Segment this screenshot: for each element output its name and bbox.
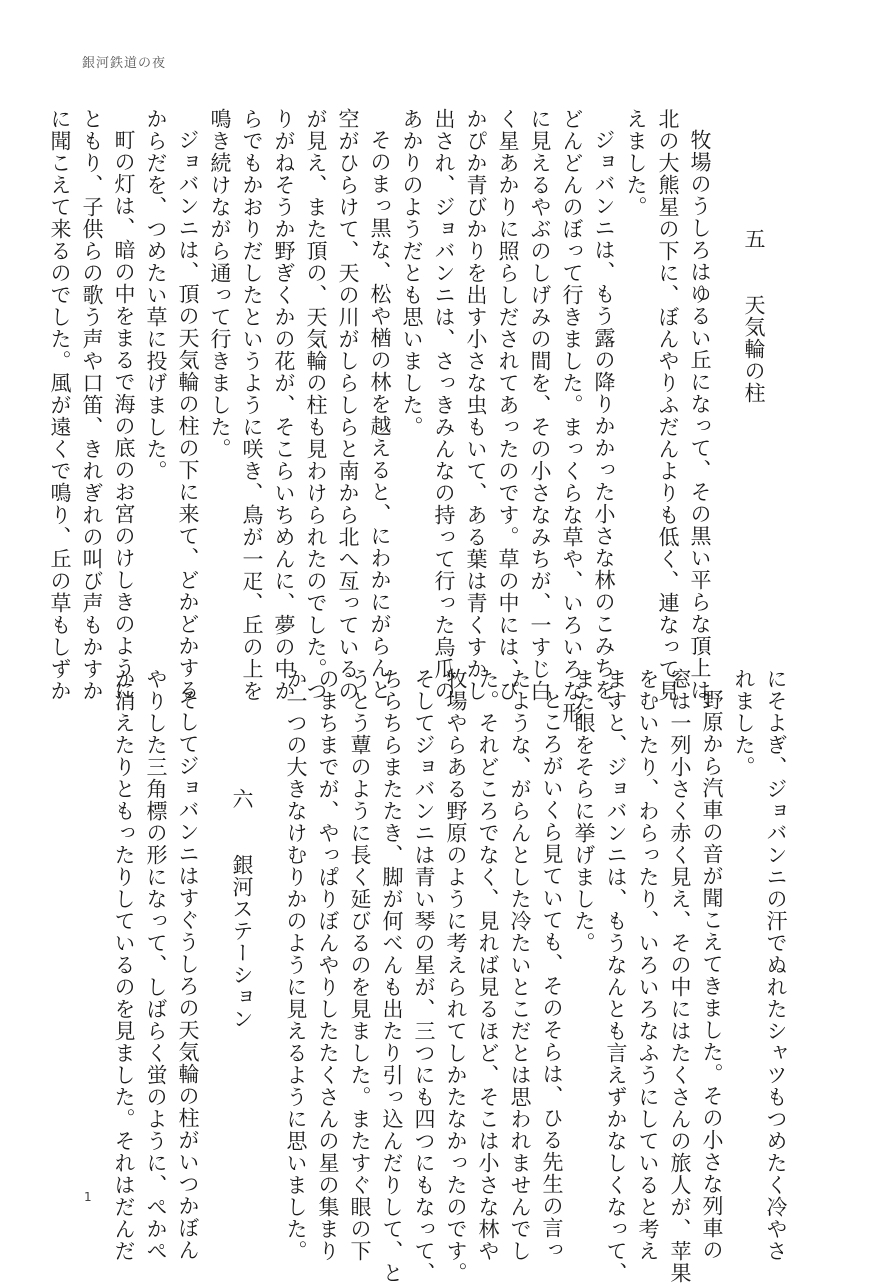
body-line: ところがいくら見ていても、そのそらは、ひる先生の言っ (540, 689, 564, 1261)
body-line: をむいたり、わらったり、いろいろなふうにしていると考え (636, 668, 660, 1262)
body-line: らでもかおりだしたというように咲き、鳥が一疋、丘の上を (240, 108, 264, 702)
body-line: そしてジョバンニはすぐうしろの天気輪の柱がいつかぼん (176, 689, 200, 1261)
running-header: 銀河鉄道の夜 (82, 56, 167, 71)
body-line: りがねそうか野ぎくかの花が、そこらいちめんに、夢の中か (272, 108, 296, 702)
body-line: た。それどころでなく、見れば見るほど、そこは小さな林や (476, 668, 500, 1262)
page-number: 1 (84, 1190, 92, 1204)
body-line: 空がひらけて、天の川がしらしらと南から北へ亙っているの (336, 108, 360, 702)
body-line: かぴか青びかりを出す小さな虫もいて、ある葉は青くすかし (464, 108, 488, 702)
body-line: に見えるやぶのしげみの間を、その小さなみちが、一すじ白 (528, 108, 552, 702)
body-line: 出され、ジョバンニは、さっきみんなの持って行った烏瓜の (432, 108, 456, 702)
body-line: どんどんのぼって行きました。まっくらな草や、いろいろな形 (560, 108, 584, 724)
body-line: が見え、また頂の、天気輪の柱も見わけられたのでした。つ (304, 108, 328, 702)
body-line: ちらちらまたたき、脚が何べんも出たり引っ込んだりして、と (380, 668, 404, 1284)
body-line: 野原から汽車の音が聞こえてきました。その小さな列車の (700, 689, 724, 1261)
body-line: 鳴き続けながら通って行きました。 (208, 108, 232, 460)
body-line: あかりのようだとも思いました。 (400, 108, 424, 438)
body-line: れました。 (732, 668, 756, 778)
chapter-title: 銀河ステーション (230, 854, 254, 1030)
body-line: うとう蕈のように長く延びるのを見ました。またすぐ眼の下 (348, 668, 372, 1262)
body-line: ともり、子供らの歌う声や口笛、きれぎれの叫び声もかすか (80, 108, 104, 702)
body-line: やりした三角標の形になって、しばらく蛍のように、ぺかぺ (144, 668, 168, 1262)
chapter-title: 天気輪の柱 (742, 294, 766, 404)
body-line: 窓は一列小さく赤く見え、その中にはたくさんの旅人が、苹果 (668, 668, 692, 1284)
body-line: えました。 (624, 108, 648, 218)
body-line: からだを、つめたい草に投げました。 (144, 108, 168, 482)
body-line: ジョバンニは、頂の天気輪の柱の下に来て、どかどかする (176, 129, 200, 701)
body-line: か消えたりともったりしているのを見ました。それはだんだ (112, 668, 136, 1262)
body-line: か一つの大きなけむりかのように見えるように思いました。 (284, 668, 308, 1262)
chapter-heading-five (738, 108, 770, 618)
body-line: 北の大熊星の下に、ぼんやりふだんよりも低く、連なって見 (656, 108, 680, 702)
body-line: に聞こえて来るのでした。風が遠くで鳴り、丘の草もしずか (48, 108, 72, 702)
body-line: そのまっ黒な、松や楢の林を越えると、にわかにがらんと (368, 129, 392, 701)
body-line: 牧場やらある野原のように考えられてしかたなかったのです。 (444, 668, 468, 1284)
body-line: そしてジョバンニは青い琴の星が、三つにも四つにもなって、 (412, 668, 436, 1284)
chapter-number: 六 (230, 788, 254, 810)
chapter-number: 五 (742, 228, 766, 250)
body-line: のまちまでが、やっぱりぼんやりしたたくさんの星の集まり (316, 668, 340, 1262)
body-line: 牧場のうしろはゆるい丘になって、その黒い平らな頂上は、 (688, 129, 712, 723)
body-line: たような、がらんとした冷たいとこだとは思われませんでし (508, 668, 532, 1262)
chapter-heading-six (226, 668, 258, 1168)
body-line: 町の灯は、暗の中をまるで海の底のお宮のけしきのように (112, 129, 136, 701)
body-line: また眼をそらに挙げました。 (572, 668, 596, 954)
body-line: ますと、ジョバンニは、もうなんとも言えずかなしくなって、 (604, 668, 628, 1284)
text-block-bottom (80, 668, 792, 1284)
body-line: く星あかりに照らしだされてあったのです。草の中には、ぴ (496, 108, 520, 702)
body-line: にそよぎ、ジョバンニの汗でぬれたシャツもつめたく冷やさ (764, 668, 788, 1262)
body-line: ジョバンニは、もう露の降りかかった小さな林のこみちを、 (592, 129, 616, 723)
